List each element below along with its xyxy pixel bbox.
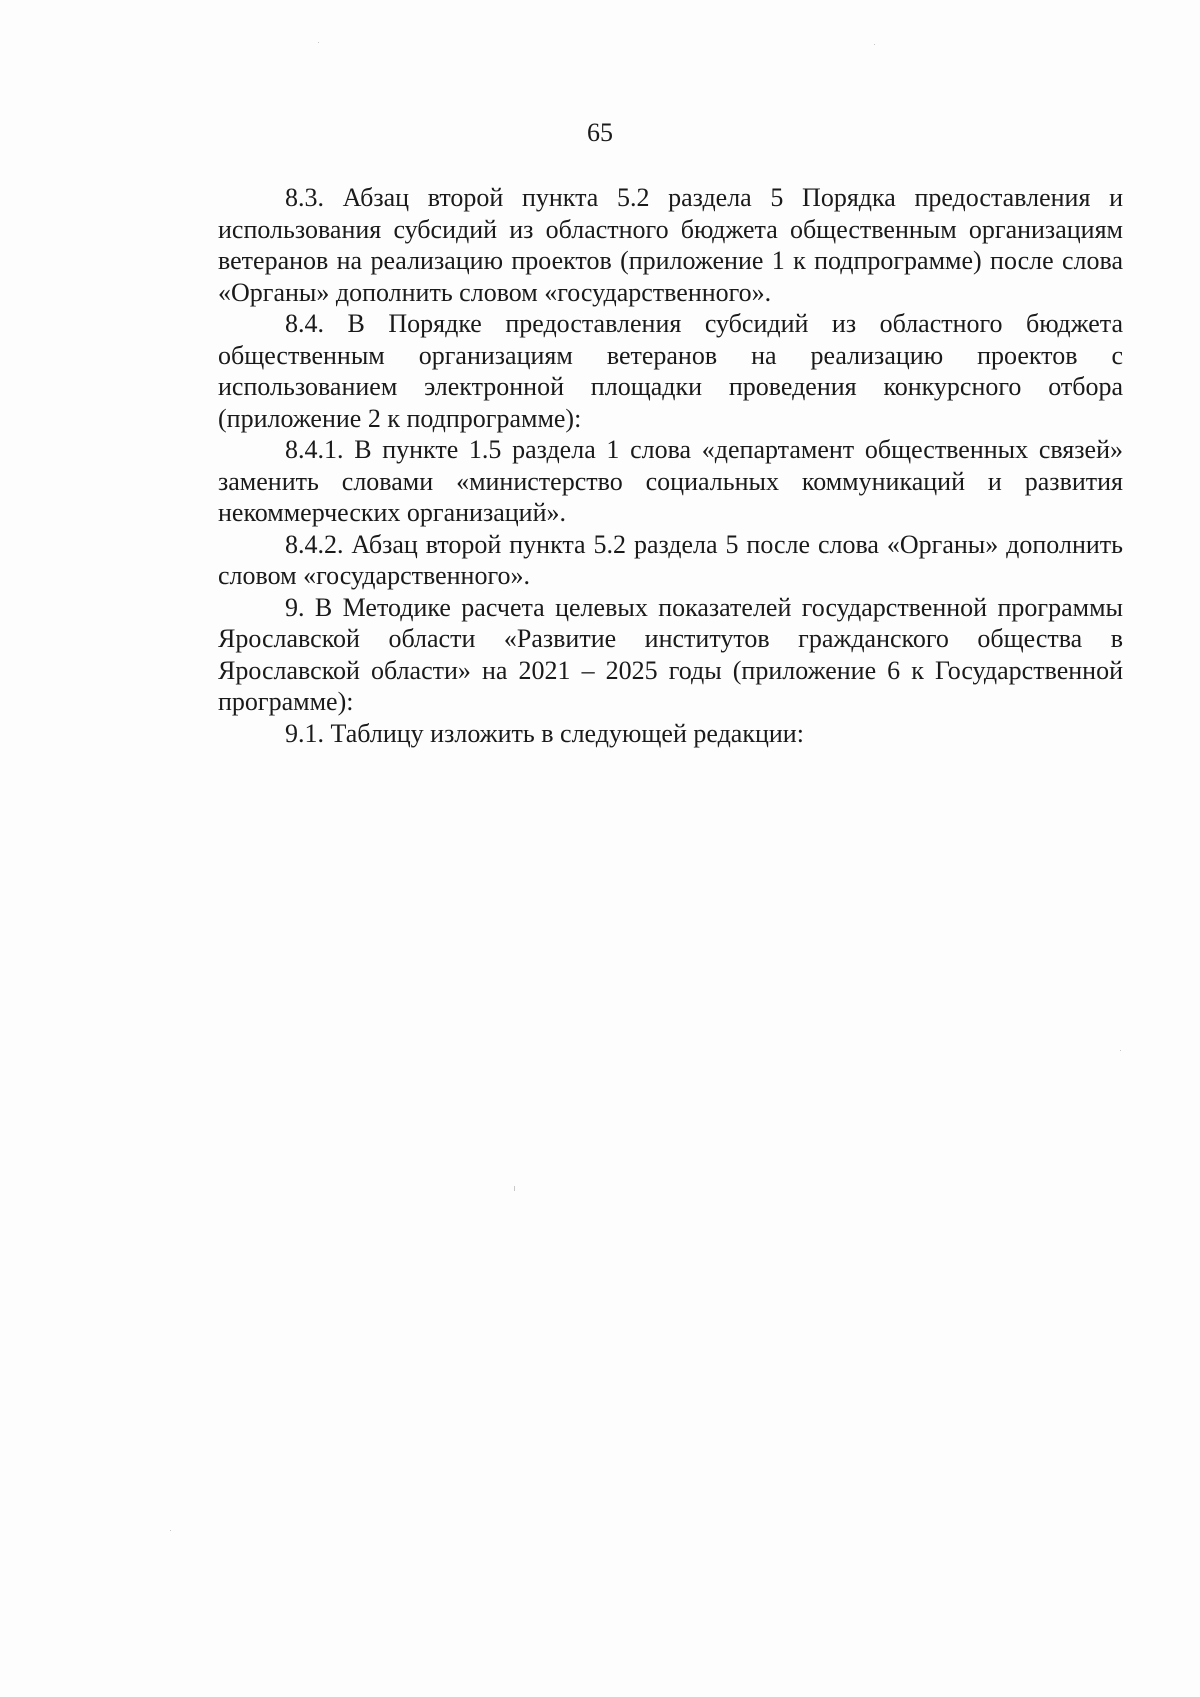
- document-body: [218, 182, 1123, 749]
- scan-speck: [170, 1530, 171, 1531]
- paragraph-9: 9. В Методике расчета целевых показателей государственной программы Ярославской области «Развитие институтов гражданского общества в Ярославской области» на 2021 – 2025 годы (приложение 6 к Государственной программе):: [218, 592, 1123, 716]
- paragraph-9-1: 9.1. Таблицу изложить в следующей редакции:: [285, 718, 804, 748]
- paragraph-8-4-2: 8.4.2. Абзац второй пункта 5.2 раздела 5 после слова «Органы» дополнить словом «государственного».: [218, 529, 1123, 590]
- paragraph-8-3: 8.3. Абзац второй пункта 5.2 раздела 5 Порядка предоставления и использования субсидий из областного бюджета общественным организациям ветеранов на реализацию проектов (приложение 1 к подпрограмме) после слова «Органы» дополнить словом «государственного».: [218, 183, 1123, 307]
- scan-speck: [318, 42, 319, 43]
- scan-speck: [1120, 1050, 1121, 1051]
- page-number: 65: [587, 118, 613, 147]
- paragraph-8-4: 8.4. В Порядке предоставления субсидий из областного бюджета общественным организациям ветеранов на реализацию проектов с использованием электронной площадки проведения конкурсного отбора (приложение 2 к подпрограмме):: [218, 309, 1123, 433]
- scan-speck: [874, 44, 875, 45]
- scan-speck: [514, 1186, 515, 1191]
- paragraph-8-4-1: 8.4.1. В пункте 1.5 раздела 1 слова «департамент общественных связей» заменить словами «министерство социальных коммуникаций и развития некоммерческих организаций».: [218, 435, 1123, 527]
